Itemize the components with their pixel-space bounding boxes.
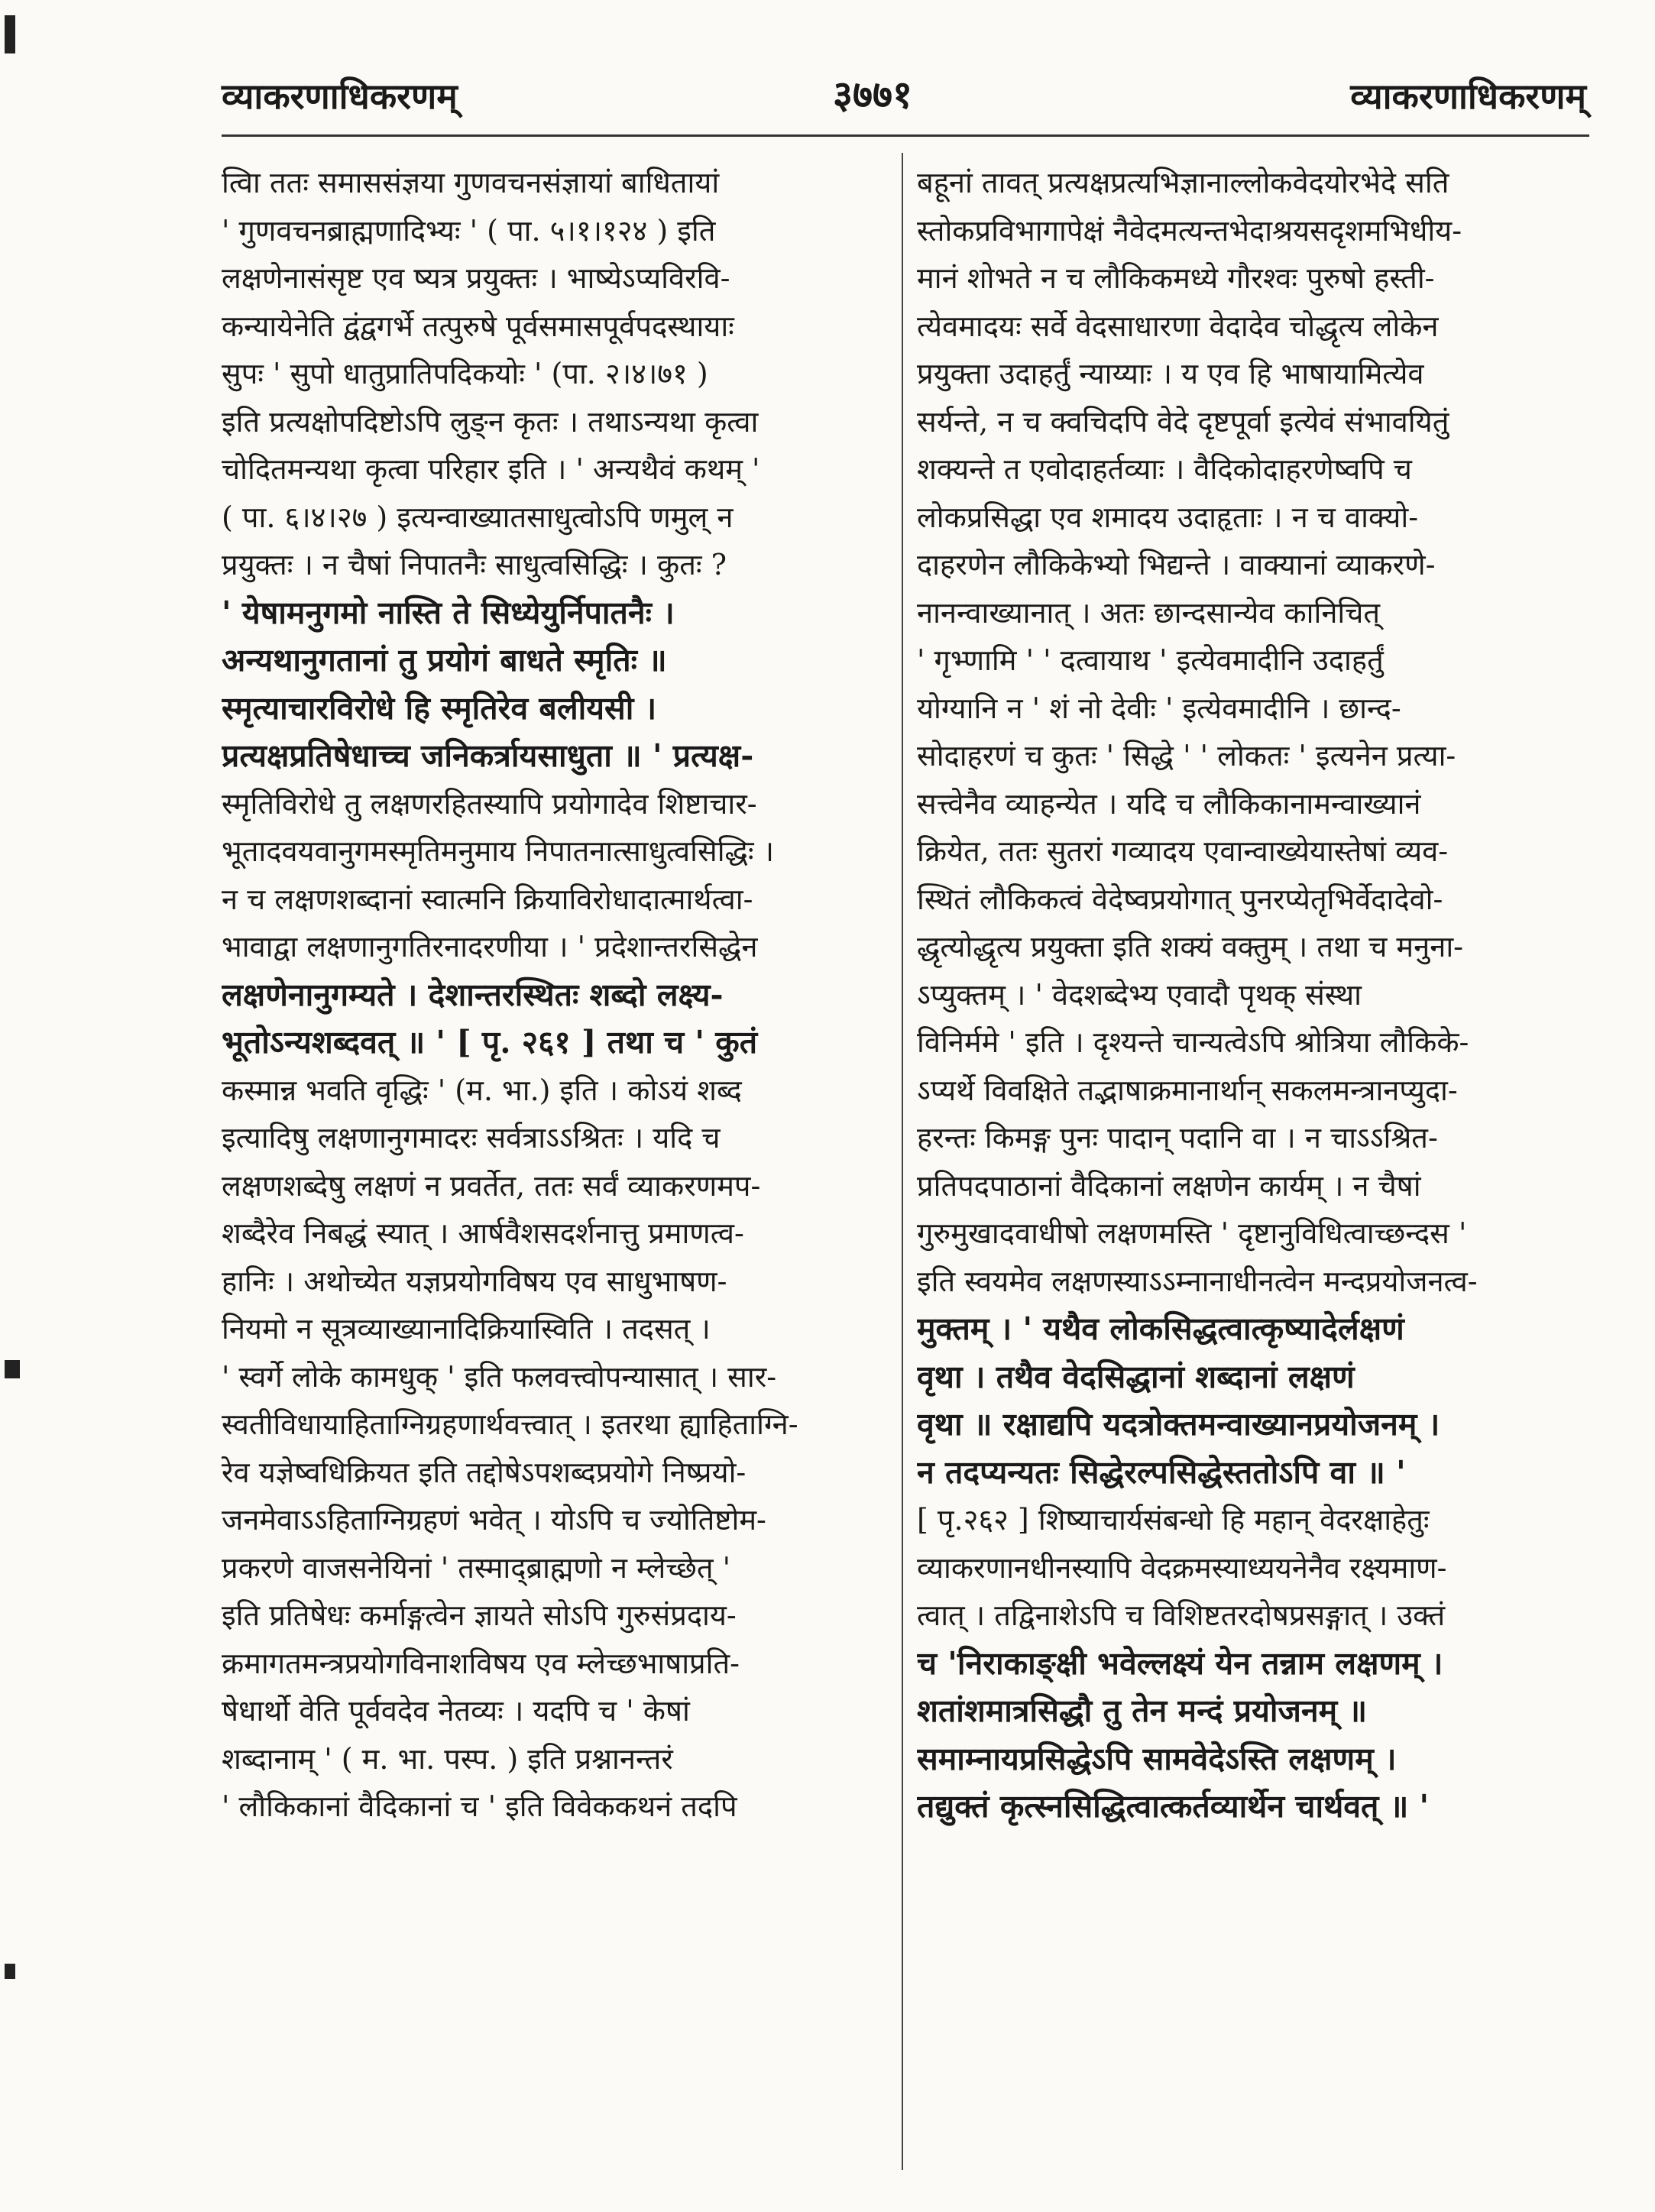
text-line: कस्मान्न भवति वृद्धिः ' (म. भा.) इति । कोऽयं शब्द — [222, 1073, 742, 1107]
text-line: सर्यन्ते, न च क्वचिदपि वेदे दृष्टपूर्वा इत्येवं संभावयितुं — [917, 404, 1449, 439]
text-line: सुपः ' सुपो धातुप्रातिपदिकयोः ' (पा. २।४।७१ ) — [222, 357, 708, 390]
text-line: [ पृ.२६२ ] शिष्याचार्यसंबन्धो हि महान् वेदरक्षाहेतुः — [917, 1503, 1430, 1537]
text-line: सत्त्वेनैव व्याहन्येत । यदि च लौकिकानामन्वाख्यानं — [917, 786, 1421, 821]
text-line: मुक्तम् । ' यथैव लोकसिद्धत्वात्कृष्यादेर्लक्षणं — [917, 1310, 1404, 1347]
right-column — [917, 159, 1589, 2168]
text-line: ' गुणवचनब्राह्मणादिभ्यः ' ( पा. ५।१।१२४ ) इति — [222, 213, 716, 248]
text-line: भूतोऽन्यशब्दवत् ॥ ' [ पृ. २६१ ] तथा च ' कुतं — [222, 1024, 758, 1061]
text-line: नियमो न सूत्रव्याख्यानादिक्रियास्विति । तदसत् । — [222, 1312, 711, 1346]
text-line: विनिर्ममे ' इति । दृश्यन्ते चान्यत्वेऽपि श्रोत्रिया लौकिके- — [917, 1025, 1469, 1059]
running-title-left: व्याकरणाधिकरणम् — [222, 76, 458, 117]
text-line: इति स्वयमेव लक्षणस्याऽऽम्नानाधीनत्वेन मन्दप्रयोजनत्व- — [917, 1264, 1478, 1298]
text-line: न च लक्षणशब्दानां स्वात्मनि क्रियाविरोधादात्मार्थत्वा- — [222, 882, 753, 916]
scan-edge-mark — [5, 1360, 20, 1378]
text-line: प्रकरणे वाजसनेयिनां ' तस्माद्ब्राह्मणो न म्लेच्छेत् ' — [222, 1550, 731, 1585]
text-line: प्रत्यक्षप्रतिषेधाच्च जनिकर्त्रायसाधुता ॥ ' प्रत्यक्ष- — [222, 737, 754, 774]
column-divider — [902, 153, 903, 2170]
text-line: ' येषामनुगमो नास्ति ते सिध्येयुर्निपातनैः । — [222, 594, 675, 631]
text-line: नानन्वाख्यानात् । अतः छान्दसान्येव कानिचित् — [917, 595, 1381, 630]
text-line: जनमेवाऽऽहिताग्निग्रहणं भवेत् । योऽपि च ज्योतिष्टोम- — [222, 1503, 766, 1537]
header-rule — [222, 134, 1589, 137]
text-line: च 'निराकाङ्क्षी भवेल्लक्ष्यं येन तन्नाम लक्षणम् । — [917, 1644, 1443, 1682]
text-line: ' गृभ्णामि ' ' दत्वायाथ ' इत्येवमादीनि उदाहर्तुं — [917, 643, 1384, 677]
text-line: न तदप्यन्यतः सिद्धेरल्पसिद्धेस्ततोऽपि वा ॥ ' — [917, 1453, 1406, 1491]
text-line: गुरुमुखादवाधीषो लक्षणमस्ति ' दृष्टानुविधित्वाच्छन्दस ' — [917, 1216, 1467, 1250]
text-line: इति प्रतिषेधः कर्माङ्गत्वेन ज्ञायते सोऽपि गुरुसंप्रदाय- — [222, 1598, 737, 1632]
text-line: ' लौकिकानां वैदिकानां च ' इति विवेककथनं तदपि — [222, 1789, 737, 1823]
text-line: दाहरणेन लौकिकेभ्यो भिद्यन्ते । वाक्यानां व्याकरणे- — [917, 548, 1436, 581]
text-line: लक्षणेनानुगम्यते । देशान्तरस्थितः शब्दो लक्ष्य- — [222, 976, 724, 1013]
text-line: शक्यन्ते त एवोदाहर्तव्याः । वैदिकोदाहरणेष्वपि च — [917, 452, 1412, 486]
text-line: स्मृत्याचारविरोधे हि स्मृतिरेव बलीयसी । — [222, 689, 657, 727]
text-line: हानिः । अथोच्येत यज्ञप्रयोगविषय एव साधुभाषण- — [222, 1264, 727, 1298]
text-line: स्मृतिविरोधे तु लक्षणरहितस्यापि प्रयोगादेव शिष्टाचार- — [222, 786, 757, 821]
text-line: स्तोकप्रविभागापेक्षं नैवेदमत्यन्तभेदाश्रयसदृशमभिधीय- — [917, 213, 1462, 248]
text-line: तद्युक्तं कृत्स्नसिद्धित्वात्कर्तव्यार्थेन चार्थवत् ॥ ' — [917, 1788, 1430, 1825]
scan-edge-mark — [5, 1964, 15, 1979]
text-line: समाम्नायप्रसिद्धेऽपि सामवेदेऽस्ति लक्षणम् । — [917, 1740, 1397, 1777]
text-line: प्रतिपदपाठानां वैदिकानां लक्षणेन कार्यम् । न चैषां — [917, 1168, 1421, 1203]
text-line: योग्यानि न ' शं नो देवीः ' इत्येवमादीनि । छान्द- — [917, 691, 1401, 725]
text-line: प्रयुक्ता उदाहर्तुं न्याय्याः । य एव हि भाषायामित्येव — [917, 357, 1424, 390]
text-line: ' स्वर्गे लोके कामधुक् ' इति फलवत्त्वोपन्यासात् । सार- — [222, 1359, 777, 1394]
page-header — [0, 67, 1655, 128]
text-line: भूतादवयवानुगमस्मृतिमनुमाय निपातनात्साधुत्वसिद्धिः । — [222, 834, 775, 868]
text-line: त्वात् । तद्विनाशेऽपि च विशिष्टतरदोषप्रसङ्गात् । उक्तं — [917, 1598, 1446, 1632]
text-line: हरन्तः किमङ्ग पुनः पादान् पदानि वा । न चाऽऽश्रित- — [917, 1121, 1438, 1155]
text-line: वृथा ॥ रक्षाद्यपि यदत्रोक्तमन्वाख्यानप्रयोजनम् । — [917, 1406, 1440, 1443]
text-line: भावाद्वा लक्षणानुगतिरनादरणीया । ' प्रदेशान्तरसिद्धेन — [222, 930, 758, 963]
text-line: सोदाहरणं च कुतः ' सिद्धे ' ' लोकतः ' इत्यनेन प्रत्या- — [917, 739, 1456, 772]
text-line: इति प्रत्यक्षोपदिष्टोऽपि लुङ्न कृतः । तथाऽन्यथा कृत्वा — [222, 404, 759, 439]
text-line: क्रियेत, ततः सुतरां गव्यादय एवान्वाख्येयास्तेषां व्यव- — [917, 834, 1449, 868]
text-line: शब्दैरेव निबद्धं स्यात् । आर्षवैशसदर्शनात्तु प्रमाणत्व- — [222, 1216, 744, 1250]
text-line: वृथा । तथैव वेदसिद्धानां शब्दानां लक्षणं — [917, 1358, 1355, 1395]
text-line: त्येवमादयः सर्वे वेदसाधारणा वेदादेव चोद्धृत्य लोकेन — [917, 309, 1439, 343]
text-line: लोकप्रसिद्धा एव शमादय उदाहृताः । न च वाक्यो- — [917, 500, 1419, 534]
text-line: ऽप्युक्तम् । ' वेदशब्देभ्य एवादौ पृथक् संस्था — [917, 977, 1362, 1012]
running-title-right: व्याकरणाधिकरणम् — [1350, 76, 1586, 117]
text-line: त्विा ततः समाससंज्ञया गुणवचनसंज्ञायां बाधितायां — [222, 166, 720, 199]
text-line: ऽप्यर्थे विवक्षिते तद्भाषाक्रमानार्थान् सकलमन्त्रानप्युदा- — [917, 1073, 1458, 1107]
text-line: प्रयुक्तः । न चैषां निपातनैः साधुत्वसिद्धिः । कुतः ? — [222, 548, 727, 581]
text-line: कन्यायेनेति द्वंद्वगर्भे तत्पुरुषे पूर्वसमासपूर्वपदस्थायाः — [222, 309, 734, 343]
text-line: लक्षणशब्देषु लक्षणं न प्रवर्तेत, ततः सर्वं व्याकरणमप- — [222, 1168, 761, 1203]
text-line: स्थितं लौकिकत्वं वेदेष्वप्रयोगात् पुनरप्येतृभिर्वेदादेवो- — [917, 882, 1443, 916]
text-line: मानं शोभते न च लौकिकमध्ये गौरश्वः पुरुषो हस्ती- — [917, 261, 1435, 295]
text-line: क्रमागतमन्त्रप्रयोगविनाशविषय एव म्लेच्छभाषाप्रति- — [222, 1646, 740, 1680]
text-line: बहूनां तावत् प्रत्यक्षप्रत्यभिज्ञानाल्लोकवेदयोरभेदे सति — [917, 166, 1449, 199]
text-line: इत्यादिषु लक्षणानुगमादरः सर्वत्राऽऽश्रितः । यदि च — [222, 1121, 721, 1155]
text-line: शतांशमात्रसिद्धौ तु तेन मन्दं प्रयोजनम् ॥ — [917, 1692, 1368, 1729]
text-line: चोदितमन्यथा कृत्वा परिहार इति । ' अन्यथैवं कथम् ' — [222, 452, 760, 486]
text-line: षेधार्थो वेति पूर्ववदेव नेतव्यः । यदपि च ' केषां — [222, 1694, 690, 1728]
text-line: लक्षणेनासंसृष्ट एव ष्यत्र प्रयुक्तः । भाष्येऽप्यविरवि- — [222, 261, 730, 295]
text-line: द्धृत्योद्धृत्य प्रयुक्ता इति शक्यं वक्तुम् । तथा च मनुना- — [917, 930, 1464, 963]
left-column — [222, 159, 885, 2168]
page-number: ३७७१ — [833, 72, 912, 117]
text-line: अन्यथानुगतानां तु प्रयोगं बाधते स्मृतिः ॥ — [222, 642, 667, 678]
text-line: ( पा. ६।४।२७ ) इत्यन्वाख्यातसाधुत्वोऽपि णमुल् न — [222, 500, 734, 534]
text-line: रेव यज्ञेष्वधिक्रियत इति तद्दोषेऽपशब्दप्रयोगे निष्प्रयो- — [222, 1455, 747, 1489]
scan-edge-mark — [5, 15, 15, 53]
text-line: व्याकरणानधीनस्यापि वेदक्रमस्याध्ययनेनैव रक्ष्यमाण- — [917, 1550, 1447, 1585]
text-line: स्वतीविधायाहिताग्निग्रहणार्थवत्त्वात् । इतरथा ह्याहिताग्नि- — [222, 1407, 798, 1441]
text-line: शब्दानाम् ' ( म. भा. पस्प. ) इति प्रश्नानन्तरं — [222, 1741, 673, 1776]
